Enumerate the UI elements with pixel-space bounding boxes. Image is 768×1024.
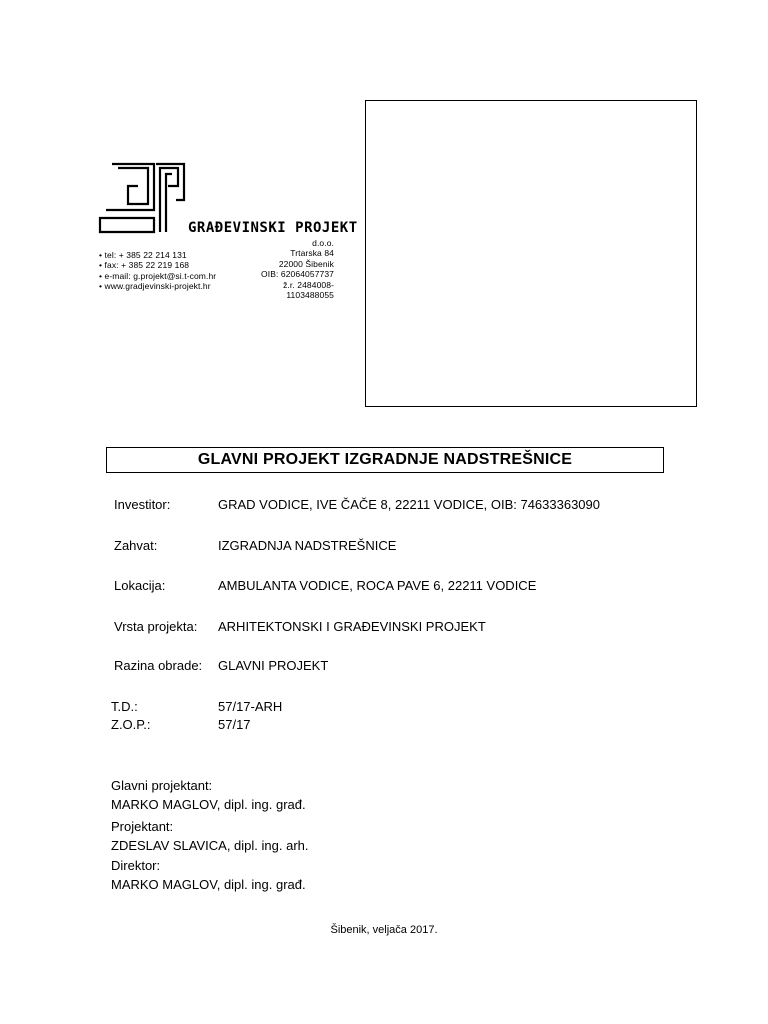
signatory-role: Projektant: bbox=[111, 819, 174, 834]
field-label-lokacija: Lokacija: bbox=[114, 578, 166, 593]
document-title: GLAVNI PROJEKT IZGRADNJE NADSTREŠNICE bbox=[197, 451, 573, 468]
field-value-razina-obrade: GLAVNI PROJEKT bbox=[218, 658, 329, 673]
field-label-vrsta-projekta: Vrsta projekta: bbox=[114, 619, 198, 634]
field-label-zahvat: Zahvat: bbox=[114, 538, 158, 553]
company-logo bbox=[98, 160, 358, 240]
contact-phone: • tel: + 385 22 214 131 bbox=[99, 250, 187, 260]
document-title-box bbox=[106, 447, 664, 473]
contact-details-left bbox=[99, 250, 216, 292]
contact-email: • e-mail: g.projekt@si.t-com.hr bbox=[99, 270, 217, 281]
signatory-name: ZDESLAV SLAVICA, dipl. ing. arh. bbox=[111, 838, 309, 853]
contact-details-right bbox=[238, 238, 334, 300]
signatory-direktor bbox=[111, 856, 306, 894]
company-street: Trtarska 84 bbox=[290, 248, 334, 259]
stamp-box bbox=[365, 100, 697, 407]
company-oib: OIB: 62064057737 bbox=[261, 269, 334, 280]
contact-website: • www.gradjevinski-projekt.hr bbox=[99, 281, 211, 292]
field-label-razina-obrade: Razina obrade: bbox=[114, 658, 203, 673]
company-type: d.o.o. bbox=[312, 238, 334, 248]
company-city: 22000 Šibenik bbox=[278, 258, 334, 269]
td-label: T.D.: bbox=[111, 699, 138, 714]
td-value: 57/17-ARH bbox=[218, 699, 283, 714]
contact-fax: • fax: + 385 22 219 168 bbox=[99, 260, 190, 271]
signatory-role: Glavni projektant: bbox=[111, 778, 213, 793]
field-value-investitor: GRAD VODICE, IVE ČAČE 8, 22211 VODICE, OIB: 74633363090 bbox=[218, 497, 600, 512]
signatory-name: MARKO MAGLOV, dipl. ing. građ. bbox=[111, 877, 306, 892]
signatory-glavni-projektant bbox=[111, 776, 306, 814]
field-value-lokacija: AMBULANTA VODICE, ROCA PAVE 6, 22211 VODICE bbox=[218, 578, 537, 593]
company-account: ž.r. 2484008-1103488055 bbox=[283, 279, 334, 301]
field-value-vrsta-projekta: ARHITEKTONSKI I GRAĐEVINSKI PROJEKT bbox=[218, 619, 486, 634]
signatory-name: MARKO MAGLOV, dipl. ing. građ. bbox=[111, 797, 306, 812]
place-date: Šibenik, veljača 2017. bbox=[330, 924, 438, 936]
zop-value: 57/17 bbox=[218, 717, 251, 732]
zop-label: Z.O.P.: bbox=[111, 717, 151, 732]
logo-text: GRAĐEVINSKI PROJEKT bbox=[188, 220, 358, 236]
signatory-role: Direktor: bbox=[111, 858, 161, 873]
field-label-investitor: Investitor: bbox=[114, 497, 171, 512]
field-value-zahvat: IZGRADNJA NADSTREŠNICE bbox=[218, 538, 397, 553]
signatory-projektant bbox=[111, 817, 309, 855]
